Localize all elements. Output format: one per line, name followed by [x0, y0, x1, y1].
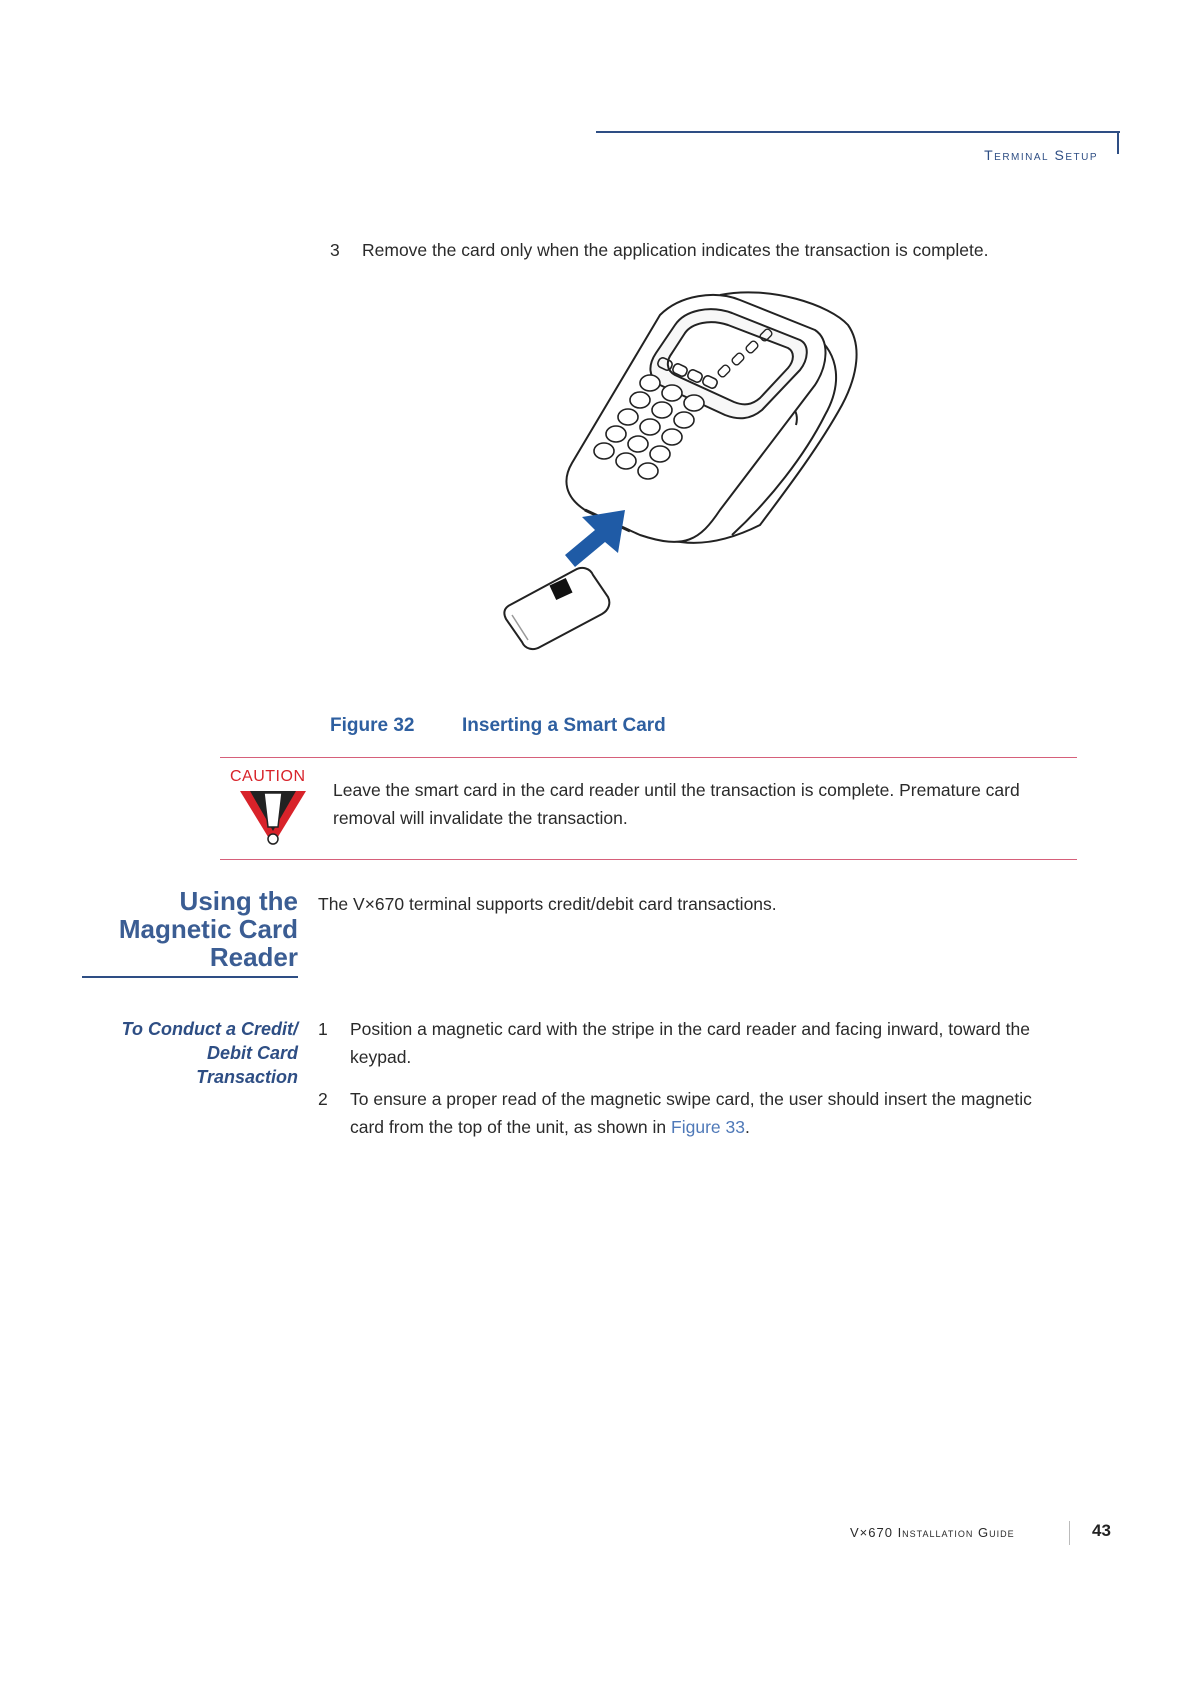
figure-33-link[interactable]: Figure 33 — [671, 1117, 745, 1137]
step-text: Remove the card only when the application indicates the transaction is complete. — [362, 240, 989, 260]
caution-text: Leave the smart card in the card reader until the transaction is complete. Premature card removal will invalidate the transaction. — [333, 780, 1020, 828]
step-number: 3 — [330, 240, 340, 260]
step-text-part: To ensure a proper read of the magnetic swipe card, the user should insert the magnetic card from the top of the unit, as shown in — [350, 1089, 1032, 1137]
footer-title: V×670 Installation Guide — [850, 1525, 1015, 1540]
section-heading-line: Magnetic Card — [118, 914, 298, 944]
caution-label: CAUTION — [230, 768, 306, 785]
step-number: 1 — [318, 1019, 328, 1039]
figure-illustration — [470, 285, 940, 705]
section-heading — [70, 887, 298, 971]
footer-separator — [1069, 1521, 1070, 1545]
figure-number: Figure 32 — [330, 715, 415, 736]
section-heading-line: Using the — [179, 886, 298, 916]
section-heading-line: Reader — [209, 942, 298, 972]
section-heading-rule — [82, 976, 298, 978]
procedure-heading-line: Transaction — [196, 1067, 298, 1087]
smart-card-icon — [504, 568, 609, 649]
procedure-heading — [80, 1017, 298, 1089]
step-text-part: . — [744, 1117, 750, 1137]
section-intro: The V×670 terminal supports credit/debit card transactions. — [318, 894, 777, 914]
page-number: 43 — [1092, 1521, 1111, 1540]
caution-warning-icon — [238, 787, 308, 849]
caution-rule-top — [220, 757, 1077, 758]
header-rule — [596, 131, 1120, 133]
running-header-title: Terminal Setup — [984, 147, 1098, 163]
figure-title: Inserting a Smart Card — [462, 715, 666, 736]
procedure-heading-line: To Conduct a Credit/ — [121, 1019, 298, 1039]
procedure-heading-line: Debit Card — [206, 1043, 298, 1063]
step-number: 2 — [318, 1089, 328, 1109]
payment-terminal-icon — [566, 292, 856, 542]
step-text: Position a magnetic card with the stripe in the card reader and facing inward, toward the keypad. — [350, 1019, 1030, 1067]
step-text — [350, 1085, 1070, 1141]
header-rule-tick — [1117, 131, 1119, 154]
caution-rule-bottom — [220, 859, 1077, 860]
